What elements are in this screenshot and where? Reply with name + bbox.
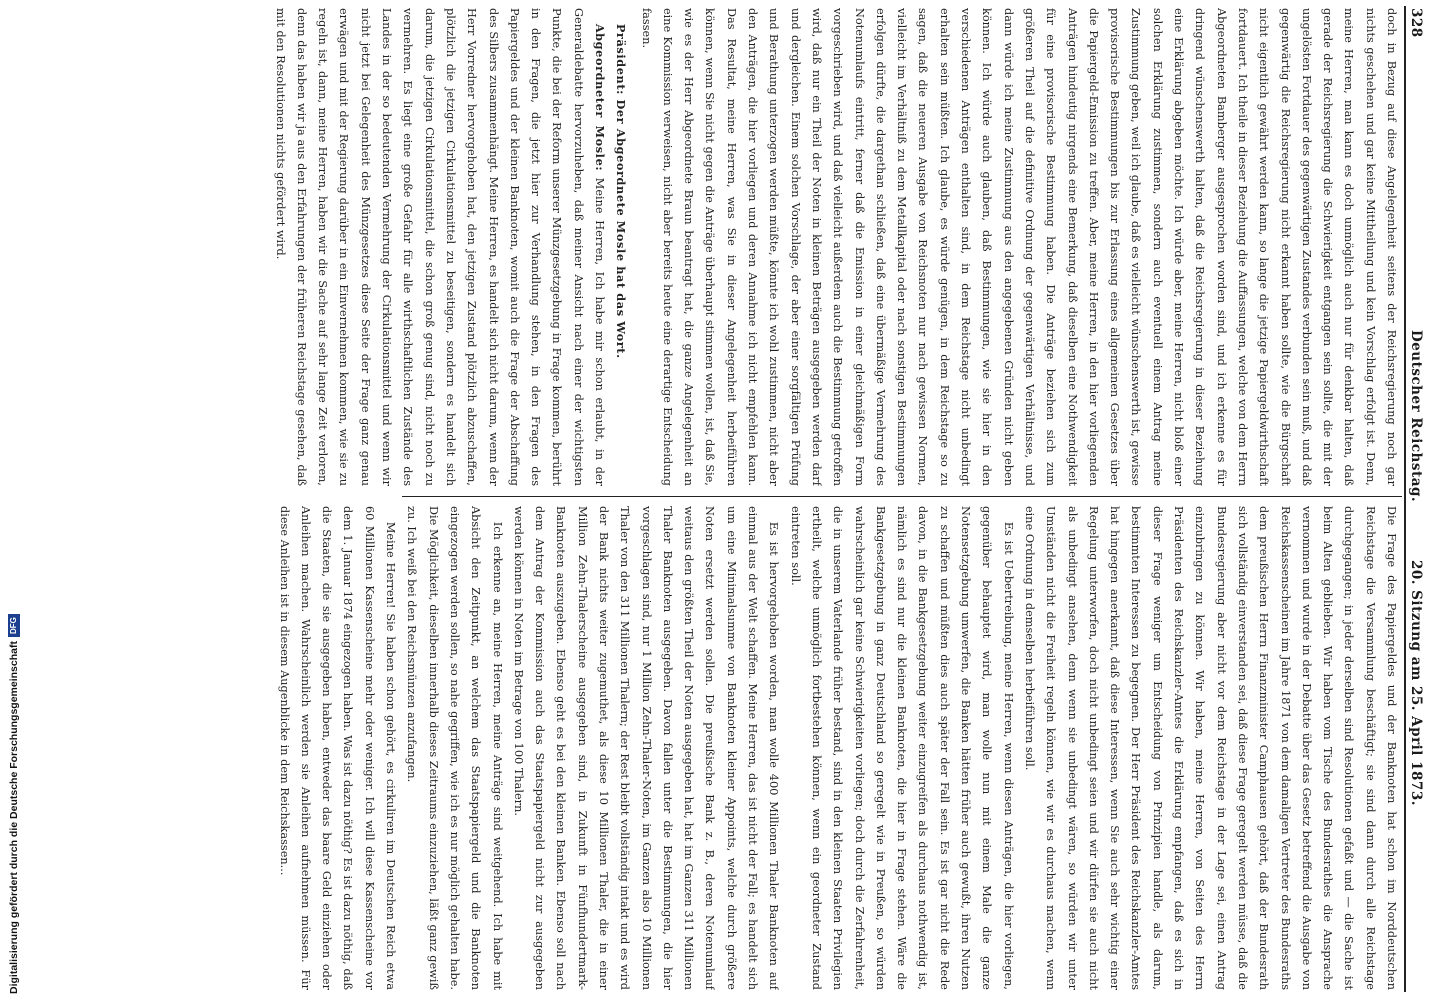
- speech-speaker: Abgeordneter Mosle:: [593, 23, 608, 172]
- header-rule: [1405, 6, 1407, 992]
- page-number: 328: [1408, 8, 1424, 38]
- left-paragraph: doch in Bezug auf diese Angelegenheit seitens der Reichsregierung noch gar nichts geschehen und gar keine Mittheilung und kein Vorschlag erfolgt ist. Denn, meine Herren, man kann es doch unmöglich auch nur für denkbar halten, daß gerade der Reichsregierung die Schwierigkeit entgangen sein sollte, die mit der ungelösten Fortdauer des gegenwärtigen Zustandes verbunden sein muß, und daß gegenwärtig die Reichsregierung nicht erkannt haben sollte, wie die Bürgschaft nicht eigentlich gewährt werden kann, so lange die jetzige Papiergeldwirthschaft fortdauert. Ich theile in dieser Beziehung die Auffassungen, welche von dem Herrn Abgeordneten Bamberger ausgesprochen worden sind, und ich erkenne es für dringend wünschenswerth halten, daß die Reichsregierung in dieser Beziehung eine Erklärung abgeben möchte. Ich würde aber, meine Herren, nicht bloß einer solchen Erklärung zustimmen, sondern auch eventuell einem Antrag meine Zustimmung geben, weil ich glaube, daß es vielleicht wünschenswerth ist, gewisse provisorische Bestimmungen bis zur Erlassung eines allgemeinen Gesetzes über die Papiergeld-Emission zu treffen. Aber, meine Herren, in den hier vorliegenden Anträgen hindeutig nirgends eine Bemerkung, daß dieselben eine Nothwendigkeit für eine provisorische Bestimmung haben. Die Anträge beziehen sich zum größeren Theil auf die definitive Ordnung der gegenwärtigen Verhältnisse, und dann würde ich meine Zustimmung aus den angegebenen Gründen nicht geben können. Ich würde auch glauben, daß Bestimmungen, wie sie hier in den verschiedenen Anträgen enthalten sind, in dem Reichstage nicht unbedingt erhalten sein müßten. Ich glaube, es würde genügen, in dem Reichstage so zu sagen, daß die neueren Ausgabe von Reichsnoten nur nach gewissen Normen, vielleicht im Verhältniß zu dem Metallkapital oder nach sonstigen Bestimmungen erfolgen dürfte, die dargethan schließen, daß eine übermäßige Vermehrung des Notenumlaufs eintritt, ferner daß die Emission in einer gleichmäßigen Form vorgeschrieben wird, und daß vielleicht außerdem auch die Bestimmung getroffen wird, daß nur ein Theil der Noten in kleinen Beträgen ausgegeben werden darf und dergleichen. Einem solchen Vorschlage, der aber einer sorgfältigen Prüfung und Berathung unterzogen werden müßte, könnte ich wohl zustimmen, nicht aber den Anträgen, die hier vorliegen und deren Annahme ich nicht empfehlen kann. Das Resultat, meine Herren, was Sie in dieser Angelegenheit herbeiführen können, wenn Sie nicht gegen die Anträge überhaupt stimmen wollen, ist, daß Sie, wie es der Herr Abgeordnete Braun beantragt hat, die ganze Angelegenheit an eine Kommission verweisen, nicht aber bereits heute eine derartige Entscheidung fassen.: [639, 8, 1398, 486]
- digitization-credit: [6, 584, 22, 994]
- right-paragraph: Meine Herren! Sie haben schon gehört, es cirkuliren im Deutschen Reich etwa 60 Millionen Kassenscheine mehr oder weniger. Ich will diese Kassenscheine vor dem 1. Januar 1874 eingezogen haben. Was ist dazu nöthig? Es ist dazu nöthig, daß die Staaten, die sie ausgegeben haben, entweder das baare Geld einziehen oder Anleihen machen. Wahrscheinlich werden sie Anleihen aufnehmen müssen. Für diese Anleihen ist in diesem Augenblicke in dem Reichskassen...: [277, 506, 398, 990]
- right-paragraph: Es ist hervorgehoben worden, man wolle 400 Millionen Thaler Banknoten auf einmal aus der Welt schaffen. Meine Herren, das ist nicht der Fall; es handelt sich um eine Minimalsumme von Banknoten kleiner Appoints, welche durch größere Noten ersetzt werden sollen. Die preußische Bank z. B., deren Notenumlauf weitaus den größten Theil der Noten ausgegeben hat, hat im Ganzen 311 Millionen Thaler Banknoten ausgegeben. Davon fallen unter die Bestimmungen, die hier vorgeschlagen sind, nur 1 Million Zehn-Thaler-Noten, im Ganzen also 10 Millionen Thaler von den 311 Millionen Thalern; der Rest bleibt vollständig intakt und es wird der Bank nichts weiter zugemuthet, als diese 10 Millionen Thaler, die in einer Million Zehn-Thalerscheine ausgegeben sind, in Zukunft in Fünfhundertmark-Banknoten auszugeben. Ebenso geht es bei den kleinen Banken. Ebenso soll nach dem Antrag der Kommission auch das Staatspapiergeld nicht zur ausgegeben werden können in Noten im Betrage von 100 Thalern.: [511, 506, 781, 990]
- speech: [269, 8, 610, 486]
- credit-text: Digitalisierung gefördert durch die Deutsche Forschungsgemeinschaft: [8, 641, 20, 994]
- right-paragraph: Die Frage des Papiergeldes und der Banknoten hat schon im Norddeutschen Reichstage die Versammlung beschäftigt; sie sind dann durch alle Reichstage durchgegangen; in jeder derselben sind Resolutionen gefaßt und — die Sache ist beim Alten geblieben. Wir haben vom Tische des Bundesrathes die Ansprache vernommen und wurde in der Debatte über das Gesetz betreffend die Ausgabe von Reichskassenscheinen im Jahre 1871 von dem damaligen Vertreter des Bundesraths dem preußischen Herrn Finanzminister Camphausen gehört, daß der Bundesrath sich vollständig einverstanden sei, daß diese Frage geregelt werden müsse, daß die Bundesregierung aber nicht vor dem Reichstage in der Lage sei, einen Antrag einzubringen zu können. Wir haben, meine Herren, von Seiten des Herrn Präsidenten des Reichskanzler-Amtes die Erklärung empfangen, daß es sich in dieser Frage weniger um Entscheidung von Prinzipien handle, als darum, bestimmten Interessen zu begegnen. Der Herr Präsident des Reichskanzler-Amtes hat hingegen anerkannt, daß diese Interessen, wenn Sie auch sehr wichtig einer Regelung unterworfen, doch nicht unbedingt seien und wir dürfen sie auch nicht als unbedingt ansehen, denn wenn sie unbedingt wären, so würden wir unter Umständen nicht die Freiheit regeln können, wie wir es durchaus machen, wenn eine Ordnung in demselben herbeiführen soll.: [1022, 506, 1398, 990]
- right-paragraph: Es ist Uebertreibung, meine Herren, wenn diesen Anträgen, die hier vorliegen, gegenüber behauptet wird, man wolle nun mit einem Male die ganze Notensetzgebung umwerfen, die Banken hätten früher auch gewußt, ihren Nutzen zu schaffen und müßten dies auch später der Fall sein. Es ist gar nicht die Rede davon, in die Bankgesetzgebung weiter einzugreifen als durchaus nothwendig ist, nämlich es sind nur die kleinen Banknoten, die hier in Frage stehen. Wäre die Bankgesetzgebung in ganz Deutschland so geregelt wie in Preußen, so würden wahrscheinlich gar keine Schwierigkeiten vorliegen; doch durch die Zerfahrenheit, die in unserem Vaterlande früher bestand, sind in den kleinen Staaten Privilegien ertheilt, welche unmöglich fortbestehen können, wenn ein geordneter Zustand eintreten soll.: [788, 506, 1015, 990]
- page-header: [1404, 0, 1428, 1000]
- column-divider: [402, 496, 1402, 497]
- president-line: Präsident: Der Abgeordnete Mosle hat das Wort.: [614, 23, 629, 359]
- right-paragraph: Ich erkenne an, meine Herren, meine Anträge sind weitgehend. Ich habe mit Absicht den Zeitpunkt, an welchem das Staatspapiergeld und die Banknoten eingezogen werden sollen, so nahe gegriffen, wie ich es nur möglich gehalten habe. Die Möglichkeit, dieselben innerhalb dieses Zeitraums einzuziehen, läßt ganz gewiß zu. Ich weiß bei den Reichsmünzen anzufangen.: [405, 506, 504, 990]
- right-column: [22, 506, 1402, 990]
- dfg-logo: DFG: [8, 614, 20, 637]
- session-title: 20. Sitzung am 25. April 1873.: [1408, 560, 1424, 806]
- speech-text: Meine Herren, Ich habe mir schon erlaubt, in der Generaldebatte hervorzuheben, daß meiner Ansicht nach einer der wichtigsten Punkte, die bei der Reform unserer Münzgesetzgebung in Frage kommen, berührt in den Fragen, die jetzt hier zur Verhandlung stehen, in den Fragen des Papiergeldes und der kleinen Banknoten, womit auch die Frage der Abschaffung des Silbers zusammenhängt. Meine Herren, es handelt sich nicht darum, wenn der Herr Vorredner hervorgehoben hat, den jetzigen Zustand plötzlich abzuschaffen, plötzlich die jetzigen Cirkulationsmittel zu beseitigen, sondern es handelt sich darum, die jetzigen Cirkulationsmittel, die schon groß genug sind, nicht noch zu vermehren. Es liegt eine große Gefahr für alle wirthschaftlichen Zustände des Landes in der so bedeutenden Vermehrung der Cirkulationsmittel und wenn wir nicht jetzt bei Gelegenheit des Münzgesetzes diese Seite der Frage ganz genau erwägen und mit der Regierung darüber in ein Einvernehmen kommen, wie sie zu regeln ist, dann, meine Herren, haben wir die Sache auf sehr lange Zeit verloren, denn das haben wir ja aus den Erfahrungen der früheren Reichstage gesehen, daß mit den Resolutionen nichts gefördert wird.: [273, 8, 607, 486]
- left-column: [22, 8, 1402, 486]
- journal-title: Deutscher Reichstag.: [1408, 330, 1424, 503]
